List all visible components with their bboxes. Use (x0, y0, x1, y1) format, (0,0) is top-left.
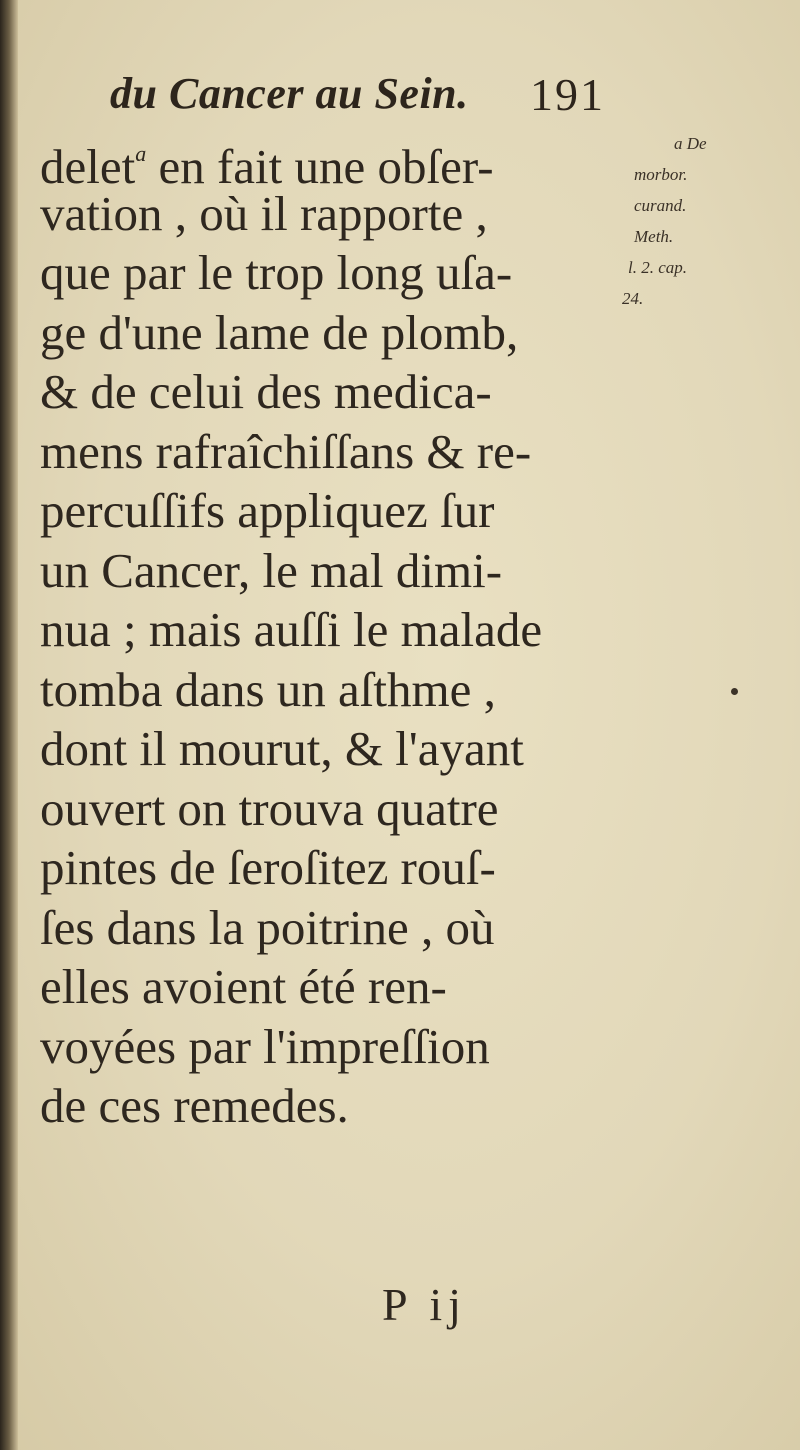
footnote-marker: a (135, 141, 147, 166)
marginal-note-line: 24. (622, 289, 644, 308)
text-line: pintes de ſeroſitez rouſ- (40, 840, 496, 895)
text-line: percuſſifs appliquez ſur (40, 483, 495, 538)
binding-gutter (0, 0, 18, 1450)
page-header (110, 68, 630, 128)
marginal-note-line: l. 2. cap. (628, 258, 688, 277)
ink-speck (731, 688, 738, 695)
text-line: que par le trop long uſa- (40, 245, 513, 300)
running-title: du Cancer au Sein. (110, 69, 469, 118)
text-line: de ces remedes. (40, 1078, 349, 1133)
marginal-note (622, 128, 792, 314)
text-line: dont il mourut, & l'ayant (40, 721, 524, 776)
text-line: ouvert on trouva quatre (40, 780, 499, 836)
text-line: mens rafraîchiſſans & re- (40, 423, 532, 479)
page-number: 191 (530, 69, 605, 120)
marginal-note-line: morbor. (634, 165, 688, 184)
text-line: un Cancer, le mal dimi- (40, 542, 503, 598)
text-line: ſes dans la poitrine , où (40, 899, 495, 955)
text-line: elles avoient été ren- (40, 959, 447, 1014)
text-line: nua ; mais auſſi le malade (40, 602, 543, 657)
body-text (40, 124, 640, 1136)
text-line: ge d'une lame de plomb, (40, 304, 519, 360)
text-line: voyées par l'impreſſion (40, 1018, 490, 1074)
signature-mark: P ij (382, 1279, 467, 1330)
marginal-note-line: curand. (634, 196, 687, 215)
marginal-note-line: a De (674, 134, 707, 153)
marginal-note-line: Meth. (634, 227, 674, 246)
text-line: tomba dans un aſthme , (40, 661, 496, 717)
text-line: & de celui des medica- (40, 364, 492, 419)
text-line: delet$^a$ en fait une obſer- (40, 139, 494, 194)
text-line: vation , où il rapporte , (40, 185, 488, 241)
